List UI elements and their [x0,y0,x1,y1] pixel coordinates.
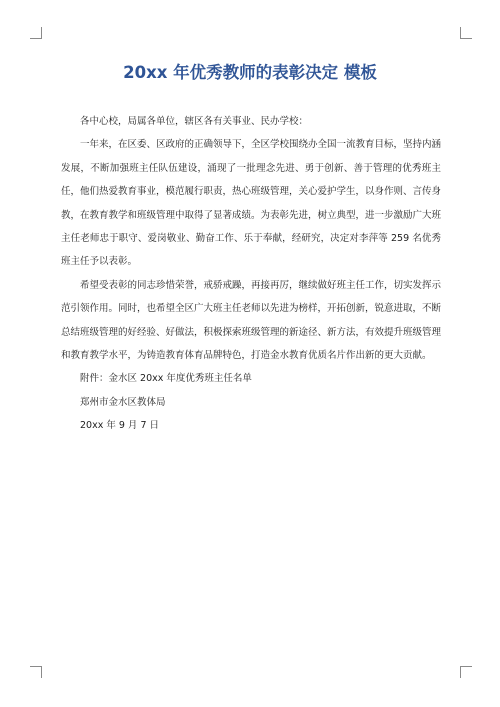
salutation: 各中心校，局属各单位，辖区各有关事业、民办学校： [80,116,309,127]
attachment-line: 附件：金水区 20xx 年度优秀班主任名单 [80,373,252,385]
crop-mark-top-right [460,27,472,39]
document-body [61,110,441,438]
date-line: 20xx 年 9 月 7 日 [80,420,160,432]
crop-mark-bottom-right [460,666,472,678]
document-title: 20xx 年优秀教师的表彰决定 模板 [123,63,377,82]
signature-line: 郑州市金水区教体局 [80,396,166,408]
paragraph-2: 希望受表彰的同志珍惜荣誉，戒骄戒躁，再接再厉，继续做好班主任工作，切实发挥示范引领作用。同时，也希望全区广大班主任老师以先进为榜样，开拓创新，锐意进取，不断总结班级管理的好经验、好做法，积极探索班级管理的新途径、新方法，有效提升班级管理和教育教学水平，为铸造教育体育品牌特色，打造金水教育优质名片作出新的更大贡献。 [61,279,442,362]
crop-mark-bottom-left [30,666,42,678]
crop-mark-top-left [30,27,42,39]
paragraph-1: 一年来，在区委、区政府的正确领导下，全区学校围绕办全国一流教育目标，坚持内涵发展，不断加强班主任队伍建设，涌现了一批理念先进、勇于创新、善于管理的优秀班主任，他们热爱教育事业，模范履行职责，热心班级管理，关心爱护学生，以身作则、言传身教，在教育教学和班级管理中取得了显著成绩。为表彰先进，树立典型，进一步激励广大班主任老师忠于职守、爱岗敬业、勤奋工作、乐于奉献，经研究，决定对李萍等 259 名优秀班主任予以表彰。 [61,139,442,268]
